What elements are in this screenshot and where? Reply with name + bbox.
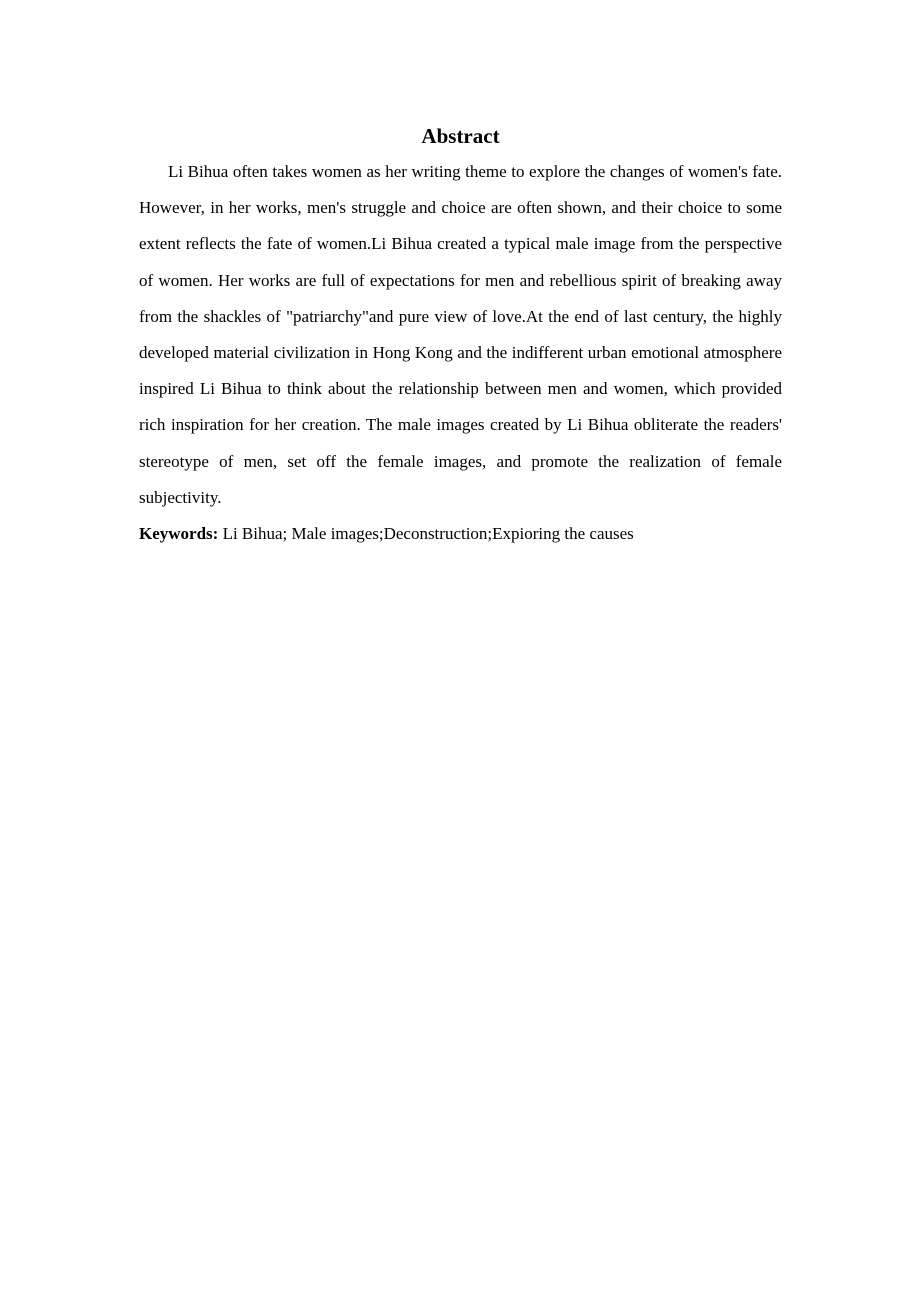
keywords-text: Li Bihua; Male images;Deconstruction;Expioring the causes xyxy=(222,524,634,544)
abstract-page xyxy=(139,120,782,552)
abstract-paragraph: Li Bihua often takes women as her writing theme to explore the changes of women's fate. However, in her works, men's struggle and choice are often shown, and their choice to some extent reflects the fate of women.Li Bihua created a typical male image from the perspective of women. Her works are full of expectations for men and rebellious spirit of breaking away from the shackles of "patriarchy"and pure view of love.At the end of last century, the highly developed material civilization in Hong Kong and the indifferent urban emotional atmosphere inspired Li Bihua to think about the relationship between men and women, which provided rich inspiration for her creation. The male images created by Li Bihua obliterate the readers' stereotype of men, set off the female images, and promote the realization of female subjectivity. xyxy=(139,162,782,507)
keywords-line xyxy=(139,516,782,552)
abstract-title: Abstract xyxy=(421,124,500,148)
keywords-label: Keywords: xyxy=(139,524,219,544)
